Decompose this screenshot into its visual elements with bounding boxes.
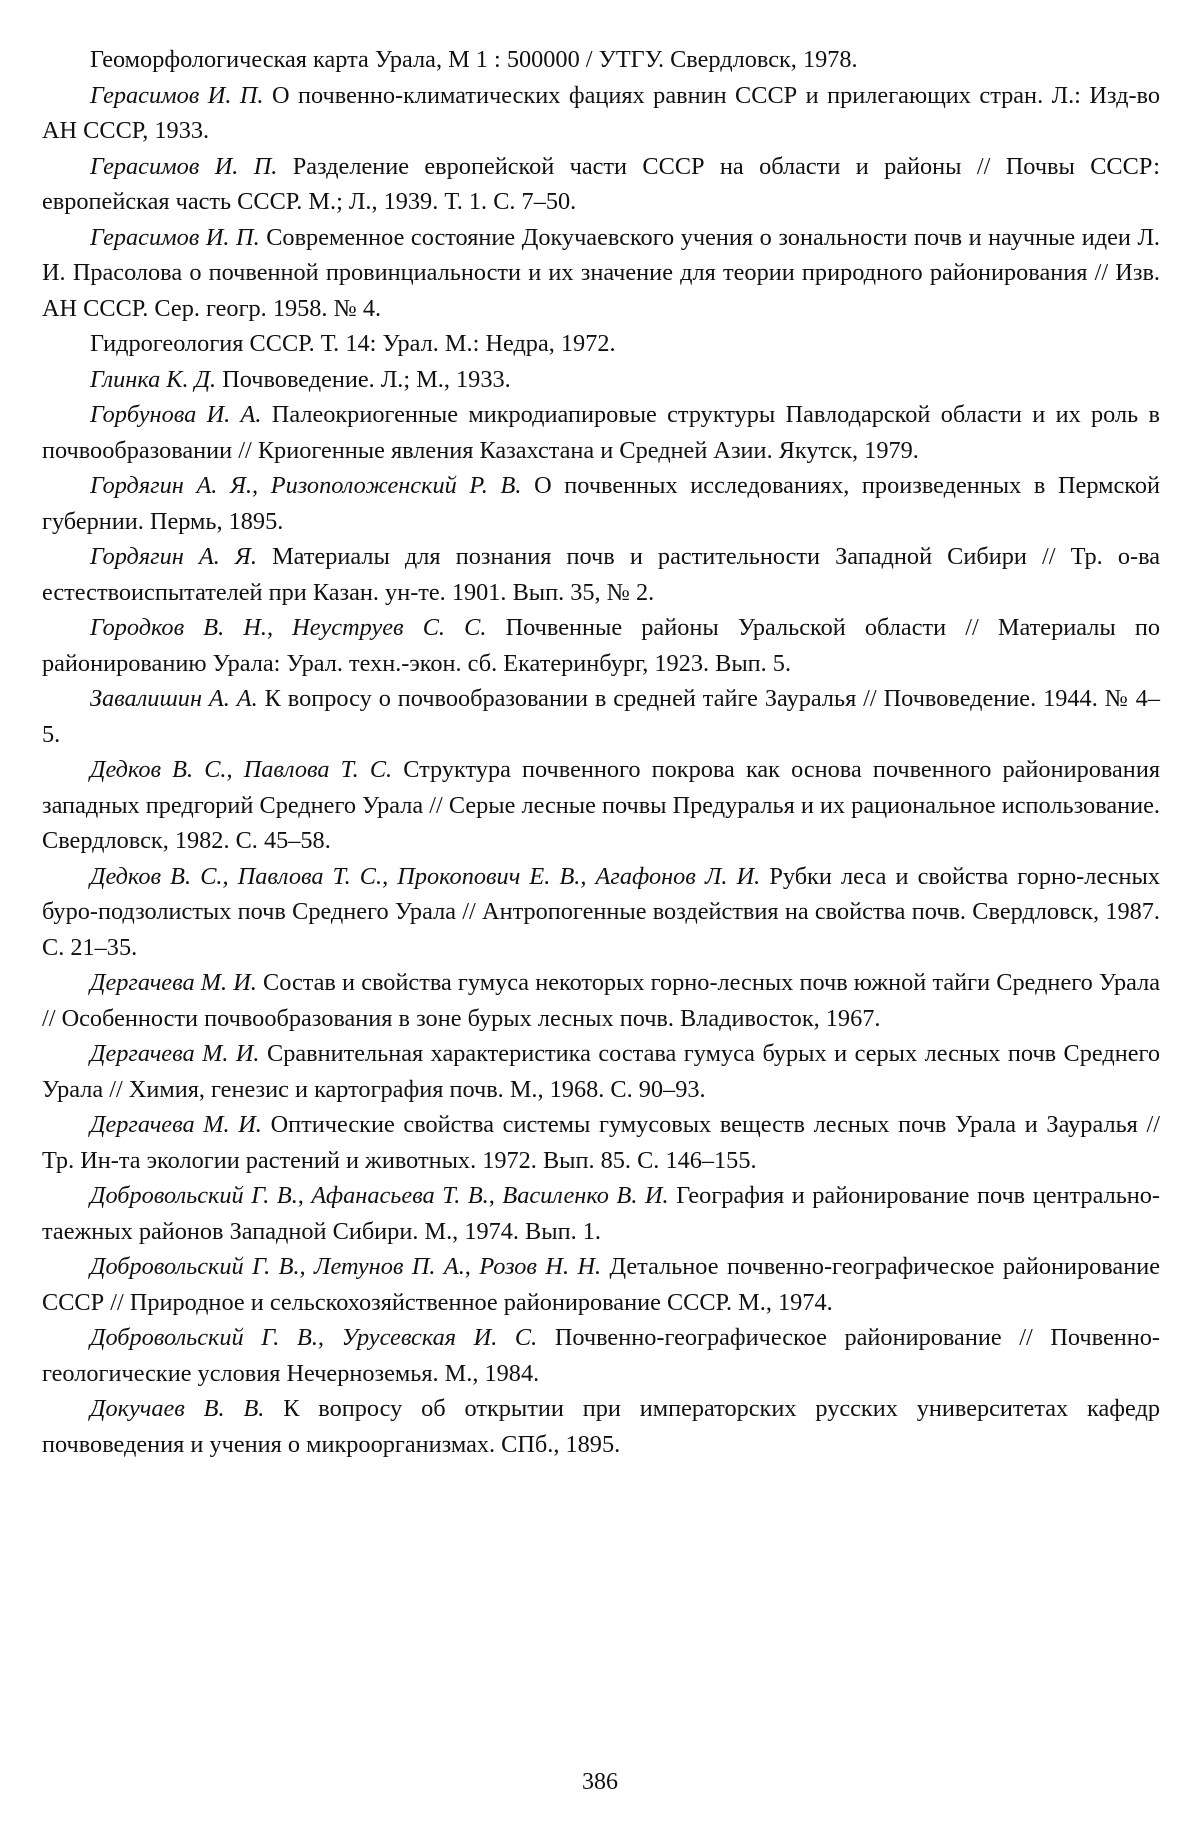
bibliography-entry	[42, 149, 1160, 220]
bibliography-entry	[42, 220, 1160, 327]
entry-text: Материалы для познания почв и растительности Западной Сибири // Тр. о-ва естествоиспытателей при Казан. ун-те. 1901. Вып. 35, № 2.	[42, 543, 1160, 606]
entry-text: О почвенных исследованиях, произведенных в Пермской губернии. Пермь, 1895.	[42, 472, 1161, 535]
entry-text: География и районирование почв центрально-таежных районов Западной Сибири. М., 1974. Вып. 1.	[42, 1182, 1161, 1245]
bibliography-entry	[42, 1107, 1160, 1178]
entry-text: Гидрогеология СССР. Т. 14: Урал. М.: Недра, 1972.	[90, 330, 616, 357]
bibliography-entry	[42, 326, 1160, 362]
bibliography-entry	[42, 752, 1160, 859]
entry-author: Герасимов И. П.	[90, 152, 278, 180]
entry-author: Герасимов И. П.	[90, 81, 264, 109]
entry-text: О почвенно-климатических фациях равнин СССР и прилегающих стран. Л.: Изд-во АН СССР, 1933.	[42, 81, 1161, 144]
entry-text: Разделение европейской части СССР на области и районы // Почвы СССР: европейская часть СССР. М.; Л., 1939. Т. 1. С. 7–50.	[42, 152, 1161, 215]
bibliography-page	[42, 42, 1160, 1462]
bibliography-entry	[42, 1391, 1160, 1462]
bibliography-entry	[42, 965, 1160, 1036]
entry-text: Рубки леса и свойства горно-лесных буро-подзолистых почв Среднего Урала // Антропогенные воздействия на свойства почв. Свердловск, 1987. С. 21–35.	[42, 862, 1160, 961]
entry-author: Завалишин А. А.	[90, 685, 258, 712]
entry-text: Современное состояние Докучаевского учения о зональности почв и научные идеи Л. И. Прасолова о почвенной провинциальности и их значение для теории природного районирования // Изв. АН СССР. Сер. геогр. 1958. № 4.	[42, 223, 1161, 322]
entry-text: Геоморфологическая карта Урала, М 1 : 500000 / УТГУ. Свердловск, 1978.	[90, 46, 858, 73]
entry-text: Почвоведение. Л.; М., 1933.	[222, 365, 511, 393]
entry-text: К вопросу о почвообразовании в средней тайге Зауралья // Почвоведение. 1944. № 4–5.	[42, 685, 1160, 748]
entry-author: Дергачева М. И.	[90, 1040, 260, 1067]
bibliography-entry	[42, 1249, 1160, 1320]
bibliography-entry	[42, 468, 1160, 539]
entry-author: Добровольский Г. В., Урусевская И. С.	[90, 1324, 538, 1351]
bibliography-entry	[42, 610, 1160, 681]
entry-text: Палеокриогенные микродиапировые структуры Павлодарской области и их роль в почвообразовании // Криогенные явления Казахстана и Средней Азии. Якутск, 1979.	[42, 401, 1161, 464]
bibliography-entry	[42, 42, 1160, 78]
entry-author: Дедков В. С., Павлова Т. С.	[90, 756, 393, 783]
entry-text: Почвенные районы Уральской области // Материалы по районированию Урала: Урал. техн.-экон. сб. Екатеринбург, 1923. Вып. 5.	[42, 614, 1160, 677]
entry-text: Оптические свойства системы гумусовых веществ лесных почв Урала и Зауралья // Тр. Ин-та экологии растений и животных. 1972. Вып. 85. С. 146–155.	[42, 1111, 1161, 1174]
bibliography-entry	[42, 859, 1160, 966]
entry-text: К вопросу об открытии при императорских русских университетах кафедр почвоведения и учения о микроорганизмах. СПб., 1895.	[42, 1395, 1160, 1458]
bibliography-entry	[42, 539, 1160, 610]
entry-author: Городков В. Н., Неуструев С. С.	[90, 614, 487, 641]
entry-author: Глинка К. Д.	[90, 365, 217, 393]
entry-text: Почвенно-географическое районирование // Почвенно-геологические условия Нечерноземья. М., 1984.	[42, 1324, 1160, 1387]
bibliography-entry	[42, 362, 1160, 398]
entry-author: Дедков В. С., Павлова Т. С., Прокопович Е. В., Агафонов Л. И.	[90, 862, 761, 890]
entry-author: Дергачева М. И.	[90, 1111, 262, 1138]
entry-author: Горбунова И. А.	[90, 401, 262, 428]
bibliography-entry	[42, 1178, 1160, 1249]
entry-text: Структура почвенного покрова как основа почвенного районирования западных предгорий Среднего Урала // Серые лесные почвы Предуралья и их рациональное использование. Свердловск, 1982. С. 45–58.	[42, 756, 1160, 854]
entry-author: Докучаев В. В.	[90, 1395, 265, 1422]
entry-author: Гордягин А. Я.	[90, 543, 257, 570]
entry-text: Состав и свойства гумуса некоторых горно-лесных почв южной тайги Среднего Урала // Особенности почвообразования в зоне бурых лесных почв. Владивосток, 1967.	[42, 969, 1160, 1032]
bibliography-entry	[42, 397, 1160, 468]
entry-text: Детальное почвенно-географическое районирование СССР // Природное и сельскохозяйственное районирование СССР. М., 1974.	[42, 1253, 1161, 1316]
bibliography-entry	[42, 78, 1160, 149]
entry-author: Гордягин А. Я., Ризоположенский Р. В.	[90, 472, 522, 499]
page-number: 386	[582, 1769, 618, 1795]
bibliography-entry	[42, 1320, 1160, 1391]
bibliography-entry	[42, 681, 1160, 752]
bibliography-entry	[42, 1036, 1160, 1107]
entry-author: Дергачева М. И.	[90, 969, 257, 996]
entry-author: Герасимов И. П.	[90, 223, 260, 251]
entry-author: Добровольский Г. В., Афанасьева Т. В., Василенко В. И.	[90, 1182, 669, 1209]
entry-author: Добровольский Г. В., Летунов П. А., Розов Н. Н.	[90, 1253, 602, 1280]
entry-text: Сравнительная характеристика состава гумуса бурых и серых лесных почв Среднего Урала // Химия, генезис и картография почв. М., 1968. С. 90–93.	[42, 1040, 1160, 1103]
